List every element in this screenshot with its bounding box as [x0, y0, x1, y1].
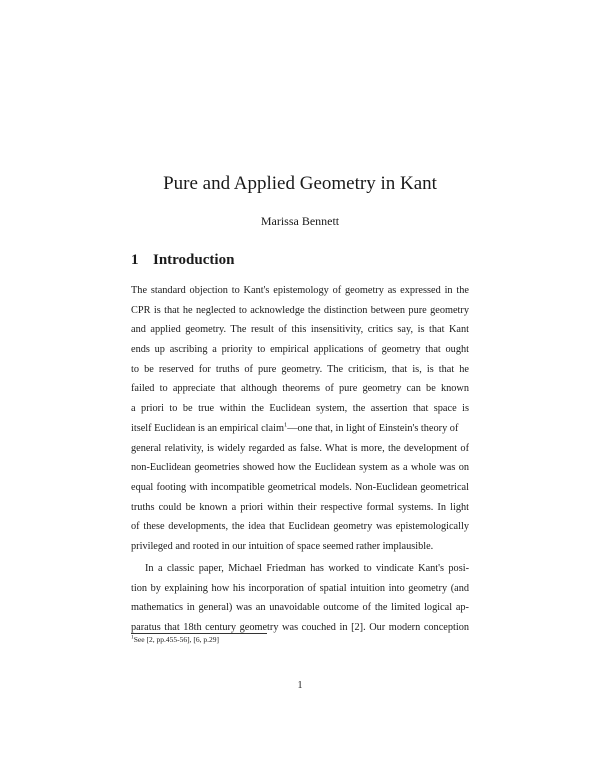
text-line: truths could be known a priori within their respective formal systems. In light	[131, 501, 469, 513]
text-line: The standard objection to Kant's epistemology of geometry as expressed in the	[131, 285, 469, 296]
section-number: 1	[131, 252, 139, 268]
author-name: Marissa Bennett	[260, 214, 340, 228]
text-line: paratus that 18th century geometry was couched in [2]. Our modern conception	[131, 622, 469, 634]
text-line: non-Euclidean geometries showed how the Euclidean system as a whole was on	[131, 462, 469, 474]
paragraph-2	[131, 559, 469, 638]
footnote	[131, 635, 219, 645]
paper-title: Pure and Applied Geometry in Kant	[163, 173, 437, 194]
text-line: tion by explaining how his incorporation of spatial intuition into geometry (and	[131, 582, 469, 594]
text-line: mathematics in general) was an unavoidable outcome of the limited logical ap-	[131, 602, 469, 614]
text-line: a priori to be true within the Euclidean system, the assertion that space is	[131, 403, 469, 415]
section-title: Introduction	[153, 252, 235, 268]
text-line: of these developments, the idea that Euclidean geometry was epistemologically	[131, 521, 469, 533]
text-line-with-footnote	[131, 419, 469, 439]
text-line: and applied geometry. The result of this insensitivity, critics say, is that Kant	[131, 324, 469, 336]
footnote-number: 1	[131, 634, 134, 641]
text-line: to be reserved for truths of pure geometry. The criticism, that is, is that he	[131, 363, 469, 375]
text-fragment: —one that, in light of Einstein's theory of	[287, 422, 459, 434]
text-line: equal footing with incompatible geometrical models. Non-Euclidean geometrical	[131, 481, 469, 493]
text-line: failed to appreciate that although theorems of pure geometry can be known	[131, 383, 469, 395]
paragraph-1	[131, 281, 469, 557]
page-number: 1	[297, 680, 303, 691]
text-line: ends up ascribing a priority to empirical applications of geometry that ought	[131, 344, 469, 356]
text-line: general relativity, is widely regarded as false. What is more, the development of	[131, 442, 469, 454]
text-line: privileged and rooted in our intuition of space seemed rather implausible.	[131, 540, 434, 552]
footnote-divider	[131, 633, 267, 634]
section-heading	[131, 250, 234, 270]
text-line: In a classic paper, Michael Friedman has worked to vindicate Kant's posi-	[145, 563, 469, 574]
text-line: CPR is that he neglected to acknowledge the distinction between pure geometry	[131, 304, 469, 316]
text-fragment: itself Euclidean is an empirical claim	[131, 422, 284, 434]
footnote-marker[interactable]: 1	[283, 421, 288, 429]
footnote-text: See [2, pp.455-56], [6, p.29]	[133, 635, 219, 644]
